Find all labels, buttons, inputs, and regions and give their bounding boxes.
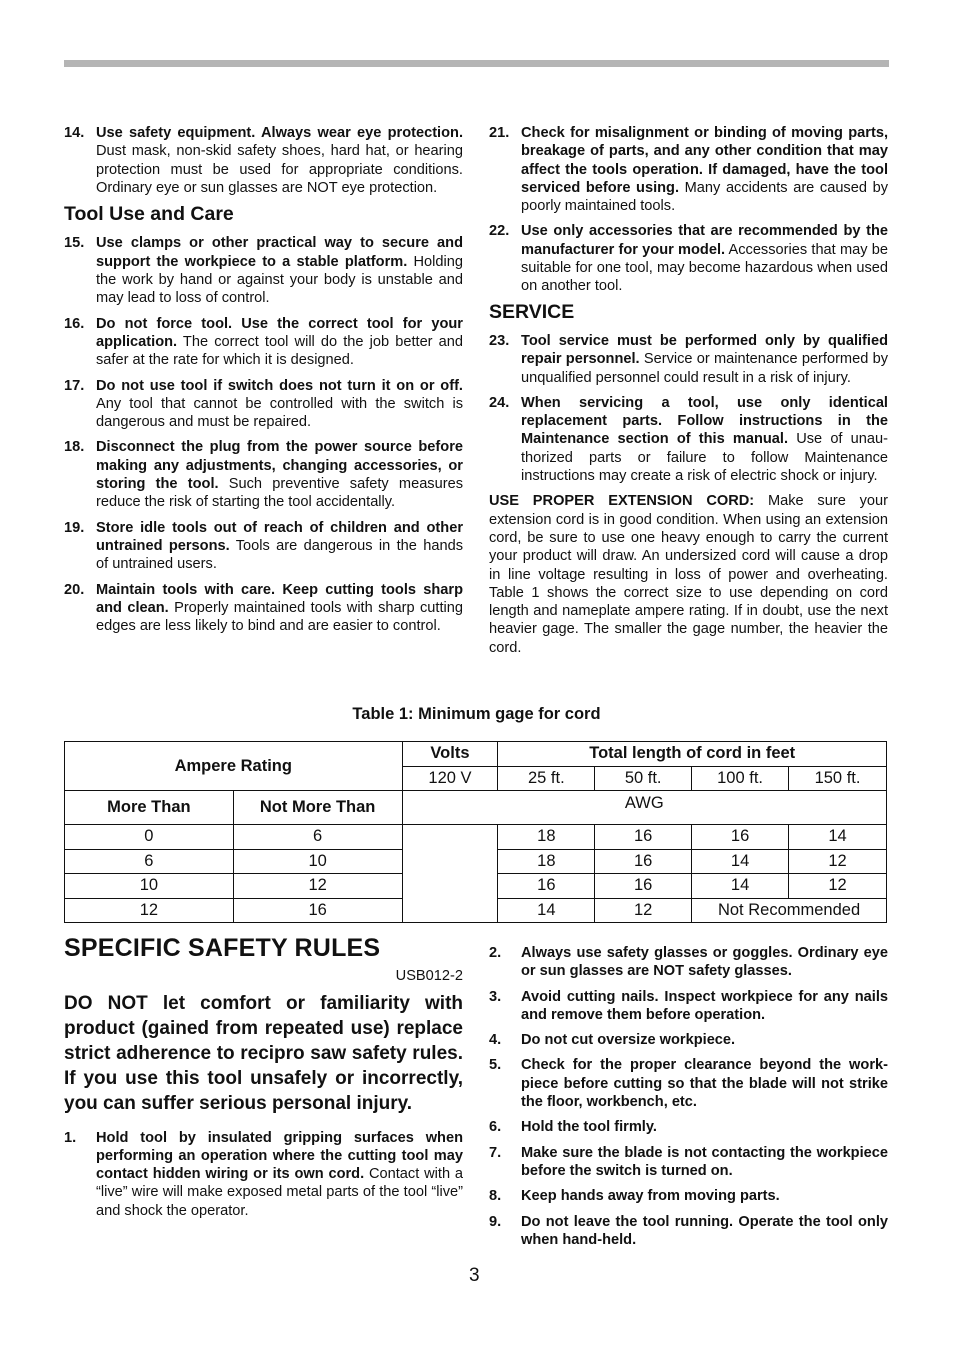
cell-not-more-than: 12 <box>233 874 402 899</box>
header-awg: AWG <box>402 791 886 825</box>
item-bold-text: Avoid cutting nails. Inspect workpiece for any nails and remove them before operation. <box>521 988 888 1023</box>
cell-gage: 12 <box>789 849 887 874</box>
item-bold-text: Hold tool by insulated gripping surfaces when performing an operation where the cutting tool may contact hidden wiring or its own cord. <box>96 1129 463 1183</box>
cell-not-more-than: 6 <box>233 825 402 850</box>
item-text: Holding the work by hand or against your body is unstable and may lead to loss of control. <box>96 253 463 307</box>
item-bold-text: Do not leave the tool running. Operate the tool only when hand-held. <box>521 1213 888 1248</box>
header-more-than: More Than <box>65 791 234 825</box>
cell-gage: 14 <box>789 825 887 850</box>
cell-gage: 12 <box>789 874 887 899</box>
item-text: Accessories that may be suitable for one tool, may become hazardous when used on another tool. <box>521 241 888 295</box>
item-number: 22. <box>489 223 510 240</box>
item-bold-text: Check for the proper clearance beyond the workpiece before cutting so that the blade will not strike the floor, workbench, etc. <box>521 1057 888 1111</box>
rule-item-16 <box>64 315 463 370</box>
cell-gage: 18 <box>498 825 595 850</box>
specific-rules-left <box>64 934 464 1220</box>
item-number: 15. <box>64 235 85 252</box>
specific-item-6 <box>489 1118 888 1136</box>
rule-item-17 <box>64 377 463 432</box>
header-length-25: 25 ft. <box>498 766 595 791</box>
table-title: Table 1: Minimum gage for cord <box>352 705 601 723</box>
cell-not-more-than: 16 <box>233 898 402 923</box>
item-bold-text: Use safety equipment. Always wear eye protection. <box>96 125 463 141</box>
item-number: 17. <box>64 377 85 394</box>
item-bold-text: Tool service must be performed only by qualified repair personnel. <box>521 332 888 368</box>
specific-item-4 <box>489 1031 888 1049</box>
cell-gage: 16 <box>692 825 789 850</box>
item-number: 5. <box>489 1057 502 1074</box>
item-bold-text: Do not force tool. Use the correct tool for your application. <box>96 315 463 350</box>
specific-item-9 <box>489 1213 888 1250</box>
cell-gage: 16 <box>595 849 692 874</box>
item-bold-text: Keep hands away from moving parts. <box>521 1188 780 1205</box>
cell-gage: 18 <box>498 849 595 874</box>
item-number: 8. <box>489 1188 502 1205</box>
warning-paragraph: DO NOT let comfort or familiarity with product (gained from repeated use) replace strict adherence to recipro saw safety rules. If you use this tool unsafely or incorrectly, you can suffer serious personal injury. <box>64 992 463 1114</box>
item-bold-text: When servicing a tool, use only identical replacement parts. Follow instructions in the Maintenance section of this manual. <box>521 394 888 448</box>
header-length-50: 50 ft. <box>595 766 692 791</box>
item-text: The correct tool will do the job better and safer at the rate for which it is designed. <box>96 333 463 369</box>
table-row <box>65 825 887 850</box>
item-text: Any tool that cannot be controlled with the switch is dangerous and must be repaired. <box>96 395 463 431</box>
right-column <box>489 124 888 657</box>
rule-item-15 <box>64 234 463 307</box>
item-text: Contact with a “live” wire will make exposed metal parts of the tool “live” and shock the operator. <box>96 1166 464 1219</box>
cell-gage: 14 <box>498 898 595 923</box>
item-text: Dust mask, non-skid safety shoes, hard hat, or hearing protection must be used for appropriate conditions. Ordinary eye or sun glasses are NOT eye protection. <box>96 143 463 196</box>
header-voltage: 120 V <box>402 766 498 791</box>
cell-gage: 14 <box>692 874 789 899</box>
section-heading-service: SERVICE <box>489 300 575 323</box>
header-volts: Volts <box>402 742 498 767</box>
cell-not-recommended: Not Recommended <box>692 898 887 923</box>
section-heading-tool-use: Tool Use and Care <box>64 203 234 226</box>
specific-item-7 <box>489 1144 888 1181</box>
specific-safety-title: SPECIFIC SAFETY RULES <box>64 934 381 962</box>
page-number: 3 <box>469 1265 480 1286</box>
cell-more-than: 6 <box>65 849 234 874</box>
item-number: 1. <box>64 1129 77 1146</box>
item-bold-text: Always use safety glasses or goggles. Ordinary eye or sun glasses are NOT safety glasses. <box>521 945 888 980</box>
item-number: 23. <box>489 332 510 349</box>
extension-cord-paragraph <box>489 492 888 657</box>
item-bold-text: Disconnect the plug from the power source before making any adjustments, changing accessories, or storing the tool. <box>96 439 463 493</box>
document-code: USB012-2 <box>395 968 463 985</box>
item-number: 4. <box>489 1032 502 1049</box>
cell-blank <box>402 825 498 923</box>
extension-cord-heading: USE PROPER EXTENSION CORD: <box>489 493 755 510</box>
rule-item-18 <box>64 438 463 511</box>
cell-gage: 12 <box>595 898 692 923</box>
item-text: Properly maintained tools with sharp cutting edges are less likely to bind and are easier to control. <box>96 599 463 635</box>
cell-more-than: 0 <box>65 825 234 850</box>
item-bold-text: Hold the tool firmly. <box>521 1119 657 1136</box>
item-number: 24. <box>489 394 510 411</box>
item-number: 3. <box>489 988 502 1005</box>
rule-item-20 <box>64 581 463 636</box>
item-number: 21. <box>489 125 510 141</box>
cell-gage: 16 <box>498 874 595 899</box>
top-rule <box>64 60 889 67</box>
item-number: 18. <box>64 439 85 456</box>
left-column <box>64 124 463 642</box>
cell-more-than: 12 <box>65 898 234 923</box>
item-text: Such preventive safety measures reduce the risk of starting the tool accidentally. <box>96 476 463 511</box>
rule-item-24 <box>489 394 888 485</box>
item-bold-text: Check for misalignment or binding of moving parts, breakage of parts, and any other condition that may affect the tools operation. If damaged, have the tool serviced before using. <box>521 125 888 196</box>
item-bold-text: Make sure the blade is not contacting the workpiece before the switch is turned on. <box>521 1144 888 1179</box>
item-bold-text: Store idle tools out of reach of children and other untrained persons. <box>96 519 463 554</box>
rule-item-19 <box>64 519 463 574</box>
item-number: 9. <box>489 1213 502 1230</box>
cell-not-more-than: 10 <box>233 849 402 874</box>
item-number: 7. <box>489 1144 502 1161</box>
cell-gage: 16 <box>595 825 692 850</box>
specific-item-3 <box>489 988 888 1025</box>
rule-item-22 <box>489 222 888 295</box>
header-not-more-than: Not More Than <box>233 791 402 825</box>
item-text: Many accidents are caused by poorly maintained tools. <box>521 179 888 215</box>
rule-item-23 <box>489 332 888 387</box>
item-number: 16. <box>64 315 85 332</box>
item-number: 19. <box>64 519 85 536</box>
specific-item-5 <box>489 1056 888 1111</box>
specific-item-2 <box>489 944 888 981</box>
item-text: Use of unauthorized parts or failure to follow Maintenance instructions may create a risk of electric shock or injury. <box>521 431 888 485</box>
specific-item-1 <box>64 1129 463 1220</box>
item-number: 20. <box>64 581 85 598</box>
specific-rules-right <box>489 944 888 1256</box>
specific-item-8 <box>489 1187 888 1205</box>
item-text: Service or maintenance performed by unqualified personnel could result in a risk of injury. <box>521 351 888 386</box>
rule-item-21 <box>489 124 888 215</box>
header-length-100: 100 ft. <box>692 766 789 791</box>
item-bold-text: Use only accessories that are recommended by the manufacturer for your model. <box>521 223 888 258</box>
header-total-length: Total length of cord in feet <box>498 742 887 767</box>
header-ampere-rating: Ampere Rating <box>65 742 403 791</box>
item-text: Tools are dangerous in the hands of untrained users. <box>96 537 463 573</box>
cord-gage-table <box>64 741 887 923</box>
header-length-150: 150 ft. <box>789 766 887 791</box>
cell-gage: 16 <box>595 874 692 899</box>
cell-more-than: 10 <box>65 874 234 899</box>
item-number: 6. <box>489 1119 502 1136</box>
item-number: 14. <box>64 125 85 141</box>
item-bold-text: Do not cut oversize workpiece. <box>521 1032 736 1049</box>
rule-item-14 <box>64 124 463 197</box>
item-bold-text: Maintain tools with care. Keep cutting tools sharp and clean. <box>96 581 463 616</box>
cell-gage: 14 <box>692 849 789 874</box>
extension-cord-text: Make sure your extension cord is in good condition. When using an extension cord, be sure to use one heavy enough to carry the current your product will draw. An undersized cord will cause a drop in line voltage resulting in loss of power and overheating. Table 1 shows the correct size to use depending on cord length and nameplate ampere rating. If in doubt, use the next heavier gage. The smaller the gage number, the heavier the cord. <box>489 493 888 656</box>
item-bold-text: Do not use tool if switch does not turn it on or off. <box>96 377 463 394</box>
item-bold-text: Use clamps or other practical way to secure and support the workpiece to a stable platform. <box>96 235 463 270</box>
item-number: 2. <box>489 945 502 961</box>
